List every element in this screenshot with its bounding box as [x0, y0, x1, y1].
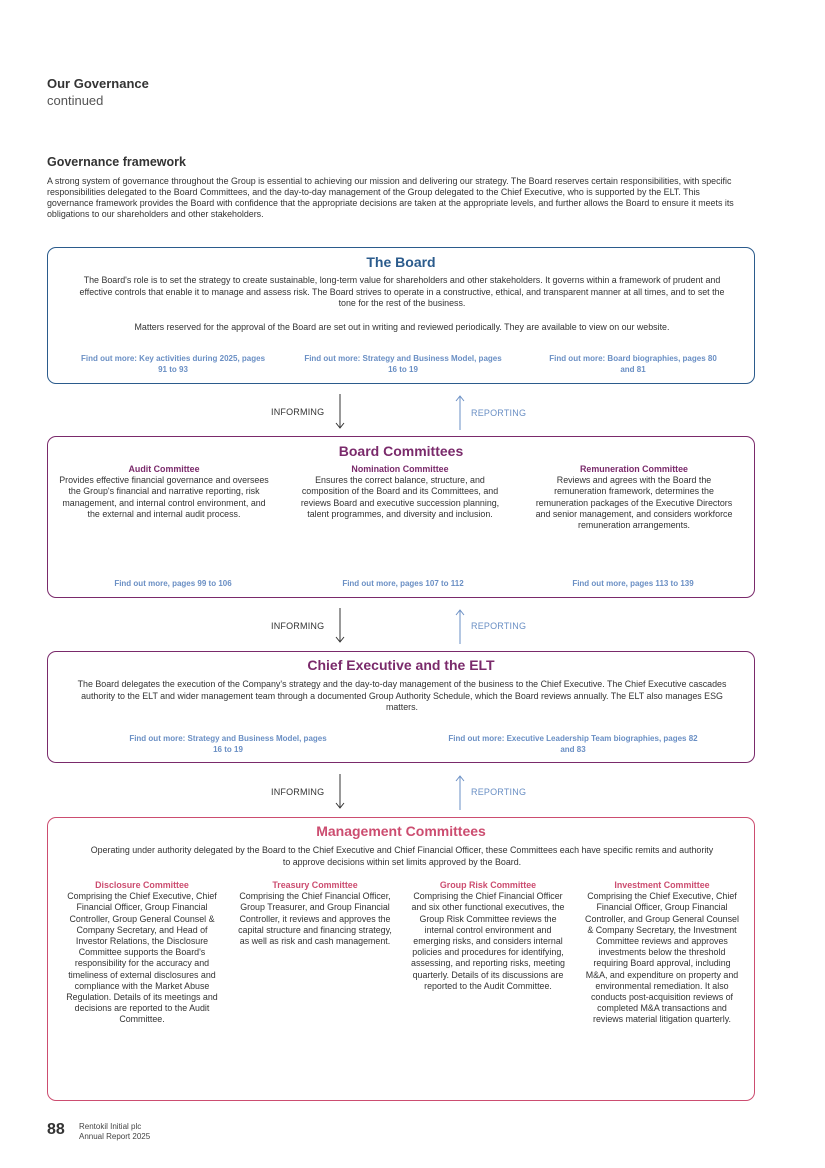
page-number: 88	[47, 1121, 65, 1138]
disclosure-committee-column	[62, 880, 222, 1026]
audit-committee-link[interactable]: Find out more, pages 99 to 106	[114, 579, 232, 588]
flow-informing-1: INFORMING	[271, 407, 325, 417]
page-header-subtitle: continued	[47, 93, 104, 108]
group-risk-committee-column	[408, 880, 568, 992]
framework-title: Governance framework	[47, 155, 186, 169]
up-arrow-icon	[454, 773, 466, 811]
chief-executive-box	[47, 651, 755, 763]
board-committees-box	[47, 436, 755, 598]
board-link-key-activities[interactable]: Find out more: Key activities during 2025, pages 91 to 93	[80, 354, 266, 374]
footer-report: Annual Report 2025	[79, 1132, 151, 1141]
disclosure-committee-heading: Disclosure Committee	[95, 880, 189, 890]
board-committees-title: Board Committees	[338, 443, 464, 459]
audit-committee-text: Provides effective financial governance and oversees the Group's financial and narrative reporting, risk management, and internal control environment, and the external and internal audit process.	[59, 475, 269, 519]
remuneration-committee-text: Reviews and agrees with the Board the remuneration framework, determines the remuneration packages of the Executive Directors and senior management, and considers workforce remuneration arrangements.	[535, 475, 733, 531]
investment-committee-column	[582, 880, 742, 1026]
board-description: The Board's role is to set the strategy to create sustainable, long-term value for shareholders and other stakeholders. It governs within a framework of prudent and effective controls that enable it to manage and assess risk. The Board strives to operate in a constructive, ethical, and transparent manner at all times, and to set the tone for the rest of the business.	[79, 275, 725, 308]
management-committees-title: Management Committees	[316, 823, 486, 839]
remuneration-committee-column	[534, 464, 734, 531]
flow-reporting-3: REPORTING	[471, 787, 527, 797]
audit-committee-column	[56, 464, 272, 520]
board-matters-reserved: Matters reserved for the approval of the Board are set out in writing and reviewed periodically. They are available to view on our website.	[134, 322, 670, 332]
down-arrow-icon	[334, 773, 346, 811]
remuneration-committee-heading: Remuneration Committee	[580, 464, 688, 474]
board-box	[47, 247, 755, 384]
audit-committee-heading: Audit Committee	[128, 464, 200, 474]
nomination-committee-text: Ensures the correct balance, structure, and composition of the Board and its Committees, and reviews Board and executive succession planning, talent programmes, and diversity and inclusion.	[300, 475, 500, 519]
management-committees-intro: Operating under authority delegated by the Board to the Chief Executive and Chief Financial Officer, these Committees each have specific remits and authority to approve decisions within set limits approved by the Board.	[90, 845, 714, 867]
flow-reporting-1: REPORTING	[471, 408, 527, 418]
remuneration-committee-link[interactable]: Find out more, pages 113 to 139	[572, 579, 694, 588]
down-arrow-icon	[334, 607, 346, 645]
board-link-strategy[interactable]: Find out more: Strategy and Business Model, pages 16 to 19	[304, 354, 502, 374]
board-title: The Board	[366, 254, 436, 270]
flow-informing-3: INFORMING	[271, 787, 325, 797]
nomination-committee-column	[298, 464, 502, 520]
page-header-title: Our Governance	[47, 76, 149, 91]
footer-company: Rentokil Initial plc	[79, 1122, 142, 1131]
footer-publication	[79, 1122, 150, 1142]
nomination-committee-heading: Nomination Committee	[351, 464, 449, 474]
treasury-committee-text: Comprising the Chief Financial Officer, Group Treasurer, and Group Financial Controller, it reviews and approves the capital structure and financing strategy, as well as risk and cash management.	[238, 891, 392, 947]
board-link-biographies[interactable]: Find out more: Board biographies, pages 80 and 81	[549, 354, 717, 374]
up-arrow-icon	[454, 607, 466, 645]
chief-executive-description: The Board delegates the execution of the Company's strategy and the day-to-day management of the business to the Chief Executive. The Chief Executive cascades authority to the ELT and wider management team through a documented Group Authority Schedule, which the Board reviews annually. The ELT also manages ESG matters.	[77, 679, 727, 712]
flow-reporting-2: REPORTING	[471, 621, 527, 631]
down-arrow-icon	[334, 393, 346, 431]
group-risk-committee-text: Comprising the Chief Financial Officer and six other functional executives, the Group Risk Committee reviews the internal control environment and emerging risks, and considers internal policies and procedures for identifying, assessing, and reporting risks, meeting quarterly. Details of its discussions are reported to the Audit Committee.	[411, 891, 565, 991]
ceo-link-elt-biographies[interactable]: Find out more: Executive Leadership Team biographies, pages 82 and 83	[448, 734, 698, 754]
up-arrow-icon	[454, 393, 466, 431]
flow-informing-2: INFORMING	[271, 621, 325, 631]
ceo-link-strategy[interactable]: Find out more: Strategy and Business Model, pages 16 to 19	[129, 734, 327, 754]
nomination-committee-link[interactable]: Find out more, pages 107 to 112	[342, 579, 464, 588]
group-risk-committee-heading: Group Risk Committee	[439, 880, 537, 890]
management-committees-box	[47, 817, 755, 1101]
framework-body: A strong system of governance throughout the Group is essential to achieving our mission and delivering our strategy. The Board reserves certain responsibilities, with specific responsibilities delegated to the Board Committees, and the day-to-day management of the Group delegated to the Chief Executive, who is supported by the ELT. This governance framework provides the Board with confidence that the appropriate decisions are taken at the appropriate levels, and further allows the Board to ensure it meets its obligations to our shareholders and other stakeholders.	[47, 176, 734, 219]
disclosure-committee-text: Comprising the Chief Executive, Chief Financial Officer, Group Financial Controller, Group General Counsel & Company Secretary, and Head of Investor Relations, the Disclosure Committee supports the Board's responsibility for the accuracy and timeliness of external disclosures and compliance with the Market Abuse Regulation. Details of its meetings and decisions are reported to the Audit Committee.	[66, 891, 218, 1025]
treasury-committee-heading: Treasury Committee	[272, 880, 358, 890]
chief-executive-title: Chief Executive and the ELT	[307, 657, 495, 673]
investment-committee-text: Comprising the Chief Executive, Chief Financial Officer, Group Financial Controller, and Group General Counsel & Company Secretary, the Investment Committee reviews and approves investments below the threshold requiring Board approval, including M&A, and expenditure on property and environmental remediation. It also conducts post-acquisition reviews of completed M&A transactions and reviews material litigation quarterly.	[585, 891, 739, 1025]
treasury-committee-column	[236, 880, 394, 947]
investment-committee-heading: Investment Committee	[614, 880, 710, 890]
